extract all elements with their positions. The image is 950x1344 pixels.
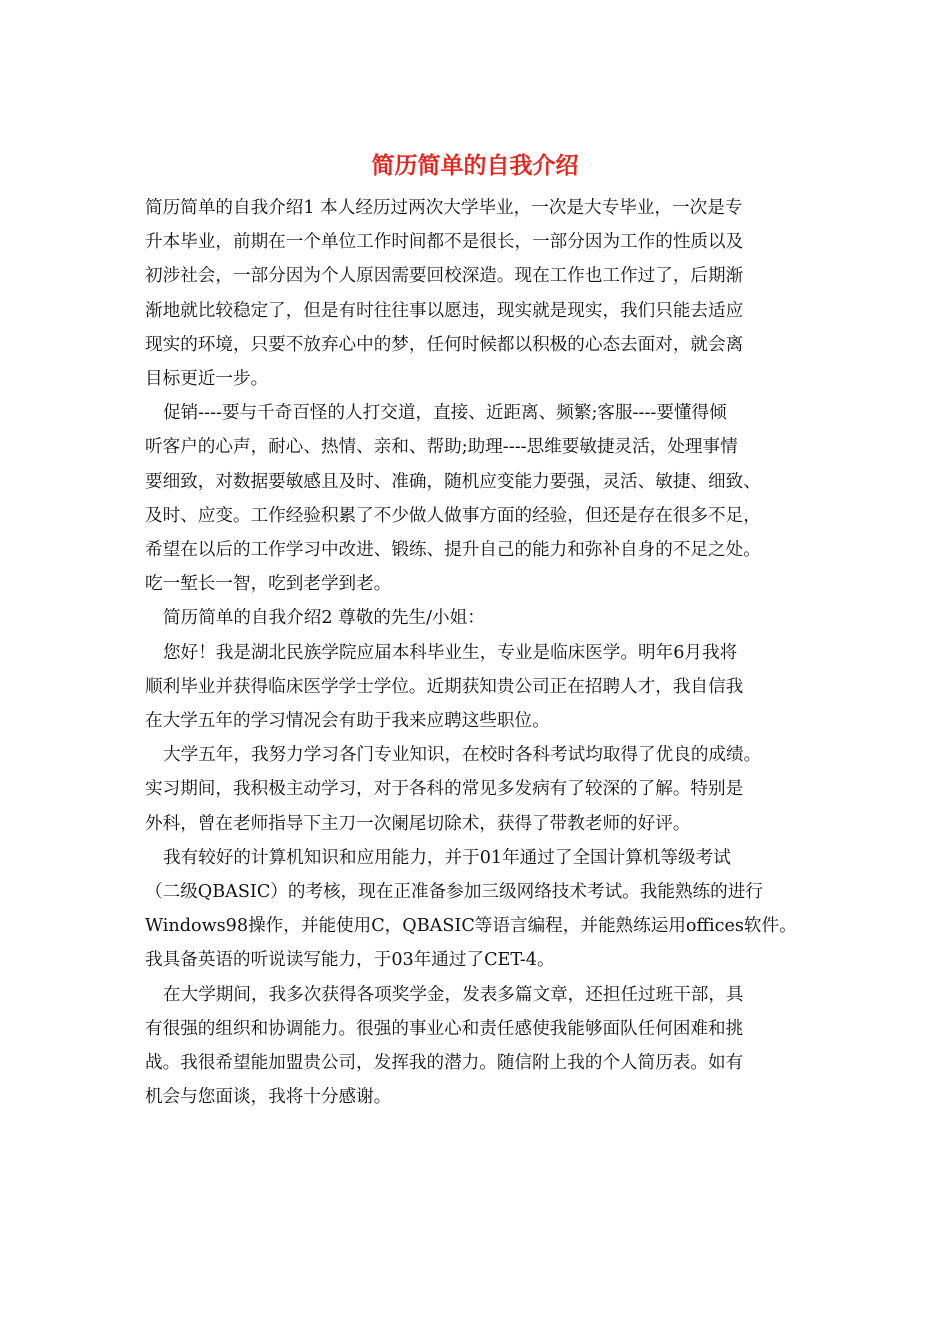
text-line: 我具备英语的听说读写能力，于03年通过了CET-4。 (145, 950, 555, 971)
text-line: 听客户的心声，耐心、热情、亲和、帮助;助理----思维要敏捷灵活，处理事情 (145, 437, 738, 458)
text-line: 希望在以后的工作学习中改进、锻练、提升自己的能力和弥补自身的不足之处。 (145, 540, 761, 560)
text-line: 现实的环境，只要不放弃心中的梦，任何时候都以积极的心态去面对，就会离 (145, 334, 744, 355)
text-line: 外科，曾在老师指导下主刀一次阑尾切除术，获得了带教老师的好评。 (145, 813, 691, 834)
text-line: 简历简单的自我介绍1 本人经历过两次大学毕业，一次是大专毕业，一次是专 (145, 198, 743, 218)
text-line: 初涉社会，一部分因为个人原因需要回校深造。现在工作也工作过了，后期渐 (145, 266, 744, 287)
text-line: 升本毕业，前期在一个单位工作时间都不是很长，一部分因为工作的性质以及 (145, 232, 744, 253)
text-line: 战。我很希望能加盟贵公司，发挥我的潜力。随信附上我的个人简历表。如有 (145, 1053, 744, 1073)
text-line: 在大学期间，我多次获得各项奖学金，发表多篇文章，还担任过班干部，具 (163, 984, 744, 1005)
text-line: 吃一堑长一智，吃到老学到老。 (145, 574, 392, 595)
text-line: 大学五年，我努力学习各门专业知识，在校时各科考试均取得了优良的成绩。 (163, 745, 762, 766)
text-line: （二级QBASIC）的考核，现在正准备参加三级网络技术考试。我能熟练的进行 (145, 882, 763, 902)
text-line: Windows98操作，并能使用C，QBASIC等语言编程，并能熟练运用offices软件。 (145, 916, 797, 937)
text-line: 促销----要与千奇百怪的人打交道，直接、近距离、频繁;客服----要懂得倾 (163, 403, 727, 424)
text-line: 实习期间，我积极主动学习，对于各科的常见多发病有了较深的了解。特别是 (145, 779, 744, 800)
text-line: 机会与您面谈，我将十分感谢。 (145, 1087, 392, 1108)
text-line: 要细致，对数据要敏感且及时、准确，随机应变能力要强，灵活、敏捷、细致、 (145, 471, 761, 492)
text-line: 渐地就比较稳定了，但是有时往往事以愿违，现实就是现实，我们只能去适应 (145, 300, 744, 321)
text-line: 有很强的组织和协调能力。很强的事业心和责任感使我能够面队任何困难和挑 (145, 1018, 744, 1039)
document-title: 简历简单的自我介绍 (371, 153, 579, 179)
text-line: 简历简单的自我介绍2 尊敬的先生/小姐： (163, 608, 485, 629)
text-line: 在大学五年的学习情况会有助于我来应聘这些职位。 (145, 711, 550, 731)
text-line: 您好！我是湖北民族学院应届本科毕业生，专业是临床医学。明年6月我将 (163, 642, 738, 663)
text-line: 我有较好的计算机知识和应用能力，并于01年通过了全国计算机等级考试 (163, 847, 731, 868)
text-line: 及时、应变。工作经验积累了不少做人做事方面的经验，但还是存在很多不足， (145, 505, 761, 526)
text-line: 顺利毕业并获得临床医学学士学位。近期获知贵公司正在招聘人才，我自信我 (145, 676, 744, 697)
text-line: 目标更近一步。 (145, 369, 269, 389)
